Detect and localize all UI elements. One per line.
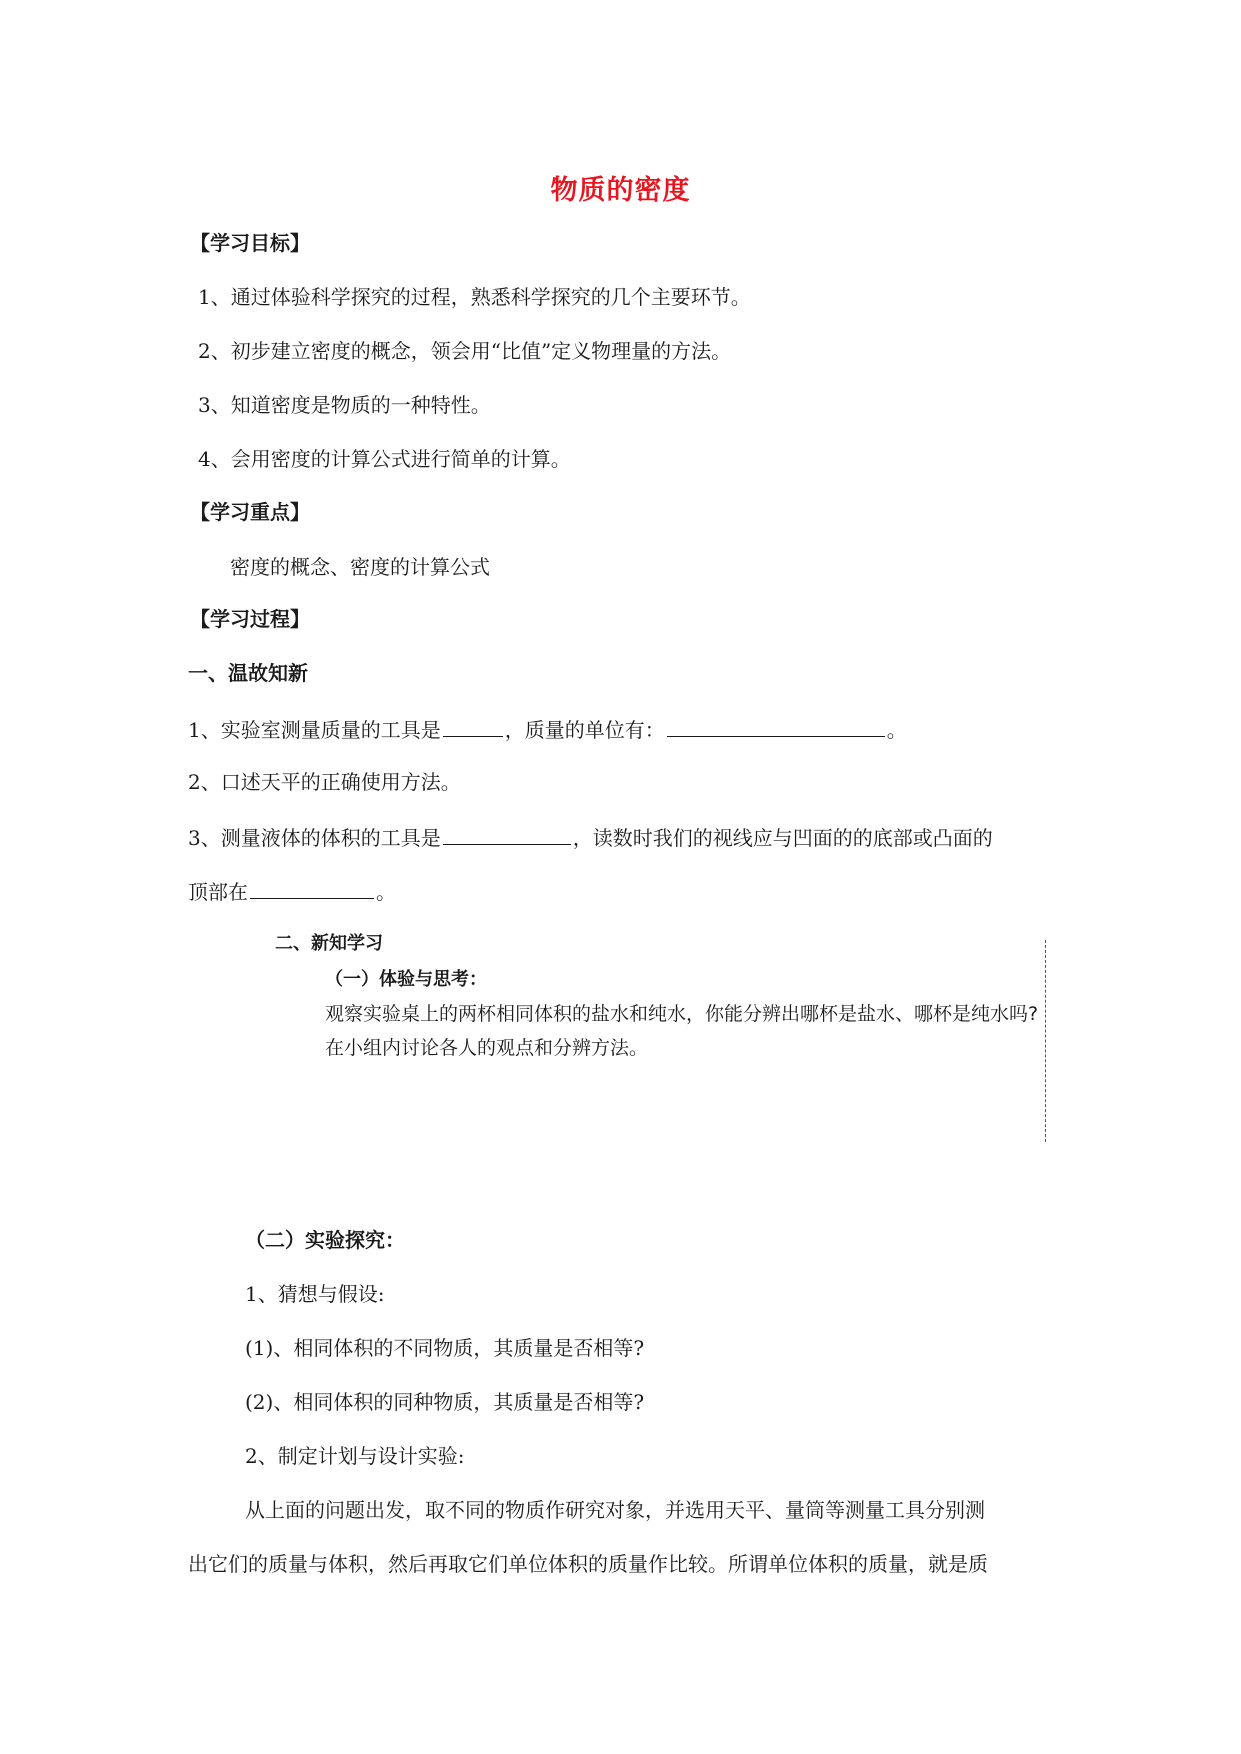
question-text: 1、实验室测量质量的工具是	[188, 718, 441, 742]
answer-blank[interactable]	[667, 716, 885, 737]
question-text: 。	[886, 718, 907, 742]
objective-item: 3、知道密度是物质的一种特性。	[198, 393, 491, 417]
objective-item: 1、通过体验科学探究的过程，熟悉科学探究的几个主要环节。	[198, 285, 751, 309]
review-question-3-continued	[188, 878, 396, 904]
experiment-step: 1、猜想与假设:	[245, 1282, 385, 1306]
experiment-heading: （二）实验探究：	[245, 1228, 405, 1252]
key-points-text: 密度的概念、密度的计算公式	[230, 555, 490, 579]
objectives-heading: 【学习目标】	[190, 231, 310, 255]
question-text: ，质量的单位有：	[504, 718, 665, 742]
experience-text-line: 观察实验桌上的两杯相同体积的盐水和纯水，你能分辨出哪杯是盐水、哪杯是纯水吗?	[325, 1003, 1039, 1025]
question-text: 顶部在	[188, 880, 248, 904]
objective-item: 2、初步建立密度的概念，领会用“比值”定义物理量的方法。	[198, 339, 732, 363]
answer-blank[interactable]	[443, 716, 503, 737]
hypothesis-item: (1)、相同体积的不同物质，其质量是否相等?	[245, 1336, 645, 1360]
review-question-1	[188, 716, 907, 742]
review-question-2: 2、口述天平的正确使用方法。	[188, 770, 461, 794]
question-text: ，读数时我们的视线应与凹面的的底部或凸面的	[572, 826, 993, 850]
objective-item: 4、会用密度的计算公式进行简单的计算。	[198, 447, 571, 471]
review-question-3	[188, 824, 993, 850]
answer-blank[interactable]	[250, 878, 374, 899]
answer-blank[interactable]	[443, 824, 571, 845]
question-text: 。	[376, 880, 396, 904]
embedded-box-border	[1045, 940, 1046, 1142]
experience-subheading: （一）体验与思考：	[325, 969, 487, 990]
process-heading: 【学习过程】	[190, 607, 310, 631]
experience-text-line: 在小组内讨论各人的观点和分辨方法。	[325, 1037, 649, 1059]
new-knowledge-heading: 二、新知学习	[275, 933, 383, 954]
experiment-step: 2、制定计划与设计实验:	[245, 1444, 465, 1468]
question-text: 3、测量液体的体积的工具是	[188, 826, 441, 850]
experiment-paragraph-line: 出它们的质量与体积，然后再取它们单位体积的质量作比较。所谓单位体积的质量，就是质	[188, 1552, 988, 1576]
key-points-heading: 【学习重点】	[190, 500, 310, 524]
hypothesis-item: (2)、相同体积的同种物质，其质量是否相等?	[245, 1390, 645, 1414]
document-title: 物质的密度	[550, 175, 691, 206]
review-heading: 一、温故知新	[188, 661, 308, 685]
experiment-paragraph-line: 从上面的问题出发，取不同的物质作研究对象，并选用天平、量筒等测量工具分别测	[245, 1498, 985, 1522]
